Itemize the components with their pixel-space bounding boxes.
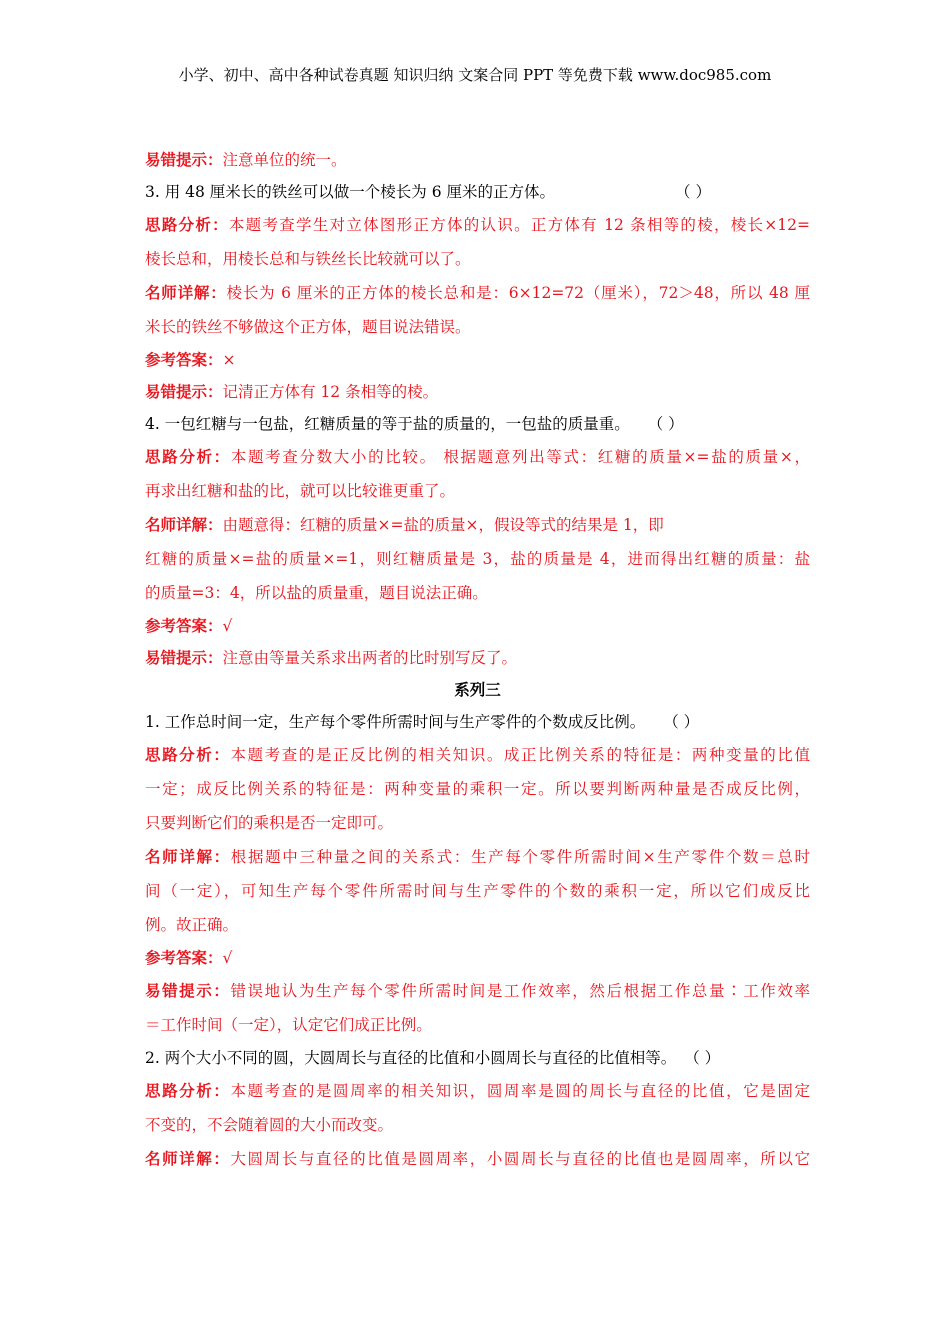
tip-label: 易错提示：	[145, 151, 223, 169]
analysis-text: 本题考查的是圆周率的相关知识，圆周率是圆的周长与直径的比值，它是固定	[230, 1082, 810, 1100]
page-header: 小学、初中、高中各种试卷真题 知识归纳 文案合同 PPT 等免费下载 www.doc985.com	[178, 66, 772, 84]
analysis-line	[145, 440, 810, 474]
answer-blank: （ ）	[647, 415, 684, 433]
tip-line	[145, 144, 810, 176]
analysis-label: 思路分析：	[145, 448, 231, 466]
detail-label: 名师详解：	[145, 516, 223, 534]
series3-question-1	[145, 706, 810, 738]
tip-label: 易错提示：	[145, 383, 223, 401]
detail-label: 名师详解：	[145, 1150, 231, 1168]
question-text: 4. 一包红糖与一包盐，红糖质量的等于盐的质量的，一包盐的质量重。	[145, 415, 630, 433]
detail-line	[145, 840, 810, 874]
detail-text: 大圆周长与直径的比值是圆周率，小圆周长与直径的比值也是圆周率，所以它	[230, 1150, 810, 1168]
answer-text: ×	[222, 351, 236, 369]
tip-line	[145, 974, 810, 1008]
detail-text: 由题意得：红糖的质量×=盐的质量×，假设等式的结果是 1，即	[222, 516, 664, 534]
detail-line: 例。故正确。	[145, 916, 239, 934]
answer-line	[145, 942, 810, 974]
analysis-line: 再求出红糖和盐的比，就可以比较谁更重了。	[145, 482, 456, 500]
analysis-label: 思路分析：	[145, 1082, 231, 1100]
tip-text: 注意单位的统一。	[222, 151, 347, 169]
question-text: 3. 用 48 厘米长的铁丝可以做一个棱长为 6 厘米的正方体。	[145, 183, 556, 201]
question-text: 2. 两个大小不同的圆，大圆周长与直径的比值和小圆周长与直径的比值相等。	[145, 1049, 677, 1067]
detail-line	[145, 1142, 810, 1176]
detail-text: 根据题中三种量之间的关系式：生产每个零件所需时间×生产零件个数＝总时	[230, 848, 810, 866]
detail-label: 名师详解：	[145, 284, 227, 302]
answer-text: √	[222, 949, 233, 967]
question-text: 1. 工作总时间一定，生产每个零件所需时间与生产零件的个数成反比例。	[145, 713, 646, 731]
analysis-line	[145, 208, 810, 242]
section-title: 系列三	[454, 681, 501, 699]
analysis-line: 只要判断它们的乘积是否一定即可。	[145, 814, 394, 832]
analysis-line: 一定；成反比例关系的特征是：两种变量的乘积一定。所以要判断两种量是否成反比例，	[145, 780, 810, 798]
tip-text: 错误地认为生产每个零件所需时间是工作效率，然后根据工作总量∶工作效率	[230, 982, 810, 1000]
detail-line: 的质量=3：4，所以盐的质量重，题目说法正确。	[145, 584, 488, 602]
series3-question-2	[145, 1042, 810, 1074]
answer-blank: （ ）	[675, 183, 711, 201]
answer-line	[145, 344, 810, 376]
answer-label: 参考答案：	[145, 949, 223, 967]
detail-line	[145, 508, 810, 542]
question-4	[145, 408, 810, 440]
tip-label: 易错提示：	[145, 649, 223, 667]
detail-line	[145, 276, 810, 310]
answer-text: √	[222, 617, 233, 635]
tip-label: 易错提示：	[145, 982, 231, 1000]
answer-label: 参考答案：	[145, 617, 223, 635]
analysis-line	[145, 1074, 810, 1108]
detail-text: 棱长为 6 厘米的正方体的棱长总和是：6×12=72（厘米），72＞48，所以 48 厘	[226, 284, 810, 302]
answer-line	[145, 610, 810, 642]
analysis-line: 棱长总和，用棱长总和与铁丝长比较就可以了。	[145, 250, 471, 268]
analysis-text: 本题考查学生对立体图形正方体的认识。正方体有 12 条相等的棱，棱长×12=	[228, 216, 810, 234]
detail-label: 名师详解：	[145, 848, 231, 866]
analysis-text: 本题考查分数大小的比较。 根据题意列出等式：红糖的质量×=盐的质量×，	[230, 448, 810, 466]
tip-text: 记清正方体有 12 条相等的棱。	[222, 383, 439, 401]
detail-line: 米长的铁丝不够做这个正方体，题目说法错误。	[145, 318, 471, 336]
question-3	[145, 176, 810, 208]
tip-line	[145, 642, 810, 674]
analysis-label: 思路分析：	[145, 746, 231, 764]
analysis-text: 本题考查的是正反比例的相关知识。成正比例关系的特征是：两种变量的比值	[230, 746, 810, 764]
detail-line: 红糖的质量×=盐的质量×=1，则红糖质量是 3，盐的质量是 4，进而得出红糖的质量：盐	[145, 550, 810, 568]
analysis-line: 不变的，不会随着圆的大小而改变。	[145, 1116, 394, 1134]
answer-blank: （ ）	[684, 1049, 721, 1067]
answer-label: 参考答案：	[145, 351, 223, 369]
analysis-line	[145, 738, 810, 772]
document-body	[145, 144, 810, 1176]
tip-line: ＝工作时间（一定），认定它们成正比例。	[145, 1016, 432, 1034]
tip-text: 注意由等量关系求出两者的比时别写反了。	[222, 649, 518, 667]
analysis-label: 思路分析：	[145, 216, 229, 234]
answer-blank: （ ）	[663, 713, 700, 731]
tip-line	[145, 376, 810, 408]
detail-line: 间（一定），可知生产每个零件所需时间与生产零件的个数的乘积一定，所以它们成反比	[145, 882, 810, 900]
